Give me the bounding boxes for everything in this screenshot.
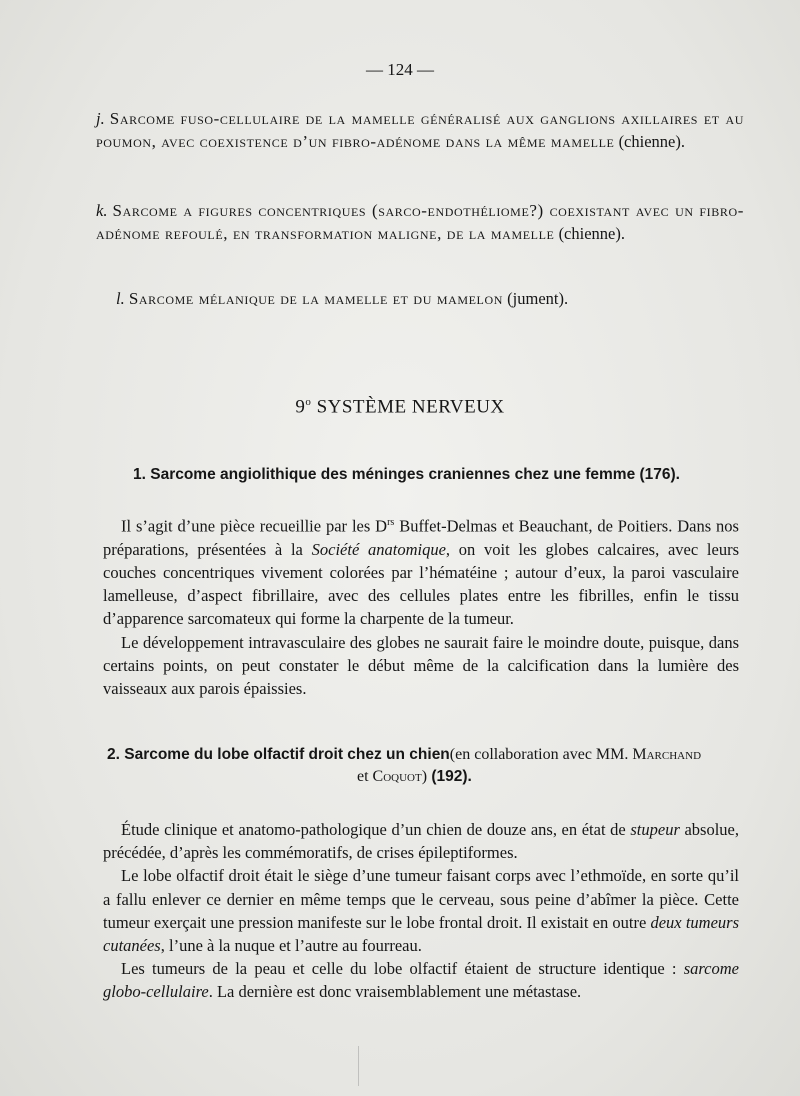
entry-title: Sarcome mélanique de la mamelle et du mamelon xyxy=(128,289,504,308)
item1-paragraph-1 xyxy=(103,511,739,631)
section-number-sup: o xyxy=(305,396,312,408)
text: (en collaboration avec MM. xyxy=(449,746,633,763)
entry-letter: k. xyxy=(96,201,108,220)
entry-letter: l. xyxy=(116,289,125,308)
italic-text: stupeur xyxy=(630,820,680,839)
entry-l xyxy=(116,287,764,310)
entry-note: (chienne). xyxy=(618,132,685,151)
text: Buffet-Delmas et Beauchant, de Poitiers. Dans nos préparations, présentées à la xyxy=(103,516,739,559)
section-title xyxy=(0,396,800,418)
item2-heading-text: 2. Sarcome du lobe olfactif droit chez un chien xyxy=(107,746,450,763)
entry-note: (chienne). xyxy=(558,224,625,243)
item1-body xyxy=(103,511,739,700)
entry-title: Sarcome fuso-cellulaire de la mamelle généralisé aux ganglions axillaires et au poumon, avec coexistence d’un fibro-adénome dans la même mamelle xyxy=(96,109,745,151)
text: et xyxy=(357,768,373,785)
text: , on voit les globes calcaires, avec leurs couches concentriques vivement colorées par l’hématéine ; autour d’eux, la paroi vasculaire lamelleuse, d’aspect fibrillaire, avec des cellules plates entre les fibrilles, enfin le tissu d’apparence sarcomateux qui forme la charpente de la tumeur. xyxy=(103,539,739,629)
italic-text: deux tumeurs cutanées xyxy=(103,912,739,956)
page-number: — 124 — xyxy=(366,60,434,79)
item2-heading xyxy=(107,746,747,785)
entry-j xyxy=(96,107,744,153)
text: Les tumeurs de la peau et celle du lobe olfactif étaient de structure identique : xyxy=(121,959,684,979)
item2-collab xyxy=(450,746,701,763)
item1-paragraph-2: Le développement intravasculaire des globes ne saurait faire le moindre doute, puisque, dans certains points, on peut constater le début même de la calcification dans la lumière des vaisseaux aux parois épaissies. xyxy=(103,632,739,698)
text: Il s’agit d’une pièce recueillie par les D xyxy=(121,516,388,536)
text: , l’une à la nuque et l’autre au fourreau. xyxy=(160,936,422,956)
item2-heading-line2 xyxy=(357,768,472,786)
author-name: Marchand xyxy=(632,746,702,763)
entry-k xyxy=(96,199,744,245)
entry-title: Sarcome a figures concentriques (sarco-endothéliome?) coexistant avec un fibro-adénome refoulé, en transformation maligne, de la mamelle xyxy=(96,201,744,243)
italic-text: Société anatomique xyxy=(311,539,446,559)
section-title-text: SYSTÈME NERVEUX xyxy=(316,396,505,418)
text: ) xyxy=(421,768,428,785)
text: Le lobe olfactif droit était le siège d’une tumeur faisant corps avec l’ethmoïde, en sorte qu’il a fallu enlever ce dernier en même temps que le cerveau, sous peine d’abîmer la pièce. Cette tumeur exerçait une pression manifeste sur le lobe frontal droit. Il existait en outre xyxy=(103,866,739,932)
page-gutter-mark xyxy=(358,1046,359,1086)
text: absolue, précédée, d’après les commémoratifs, de crises épileptiformes. xyxy=(103,820,739,863)
item2-paragraph-1 xyxy=(103,818,739,864)
item2-paragraph-3 xyxy=(103,957,739,1003)
reference-number: (192). xyxy=(431,768,472,785)
text: Étude clinique et anatomo-pathologique d’un chien de douze ans, en état de xyxy=(121,820,631,839)
section-number: 9 xyxy=(295,396,306,418)
author-name: Coquot xyxy=(372,768,422,785)
text: . La dernière est donc vraisemblablement une métastase. xyxy=(208,982,582,1002)
entry-note: (jument). xyxy=(507,289,569,308)
item1-heading: 1. Sarcome angiolithique des méninges craniennes chez une femme (176). xyxy=(133,466,680,483)
italic-text: sarcome globo-cellulaire xyxy=(103,959,739,1002)
item2-paragraph-2 xyxy=(103,864,739,957)
superscript: rs xyxy=(387,517,395,528)
entry-letter: j. xyxy=(96,109,105,128)
item2-body xyxy=(103,818,739,1004)
